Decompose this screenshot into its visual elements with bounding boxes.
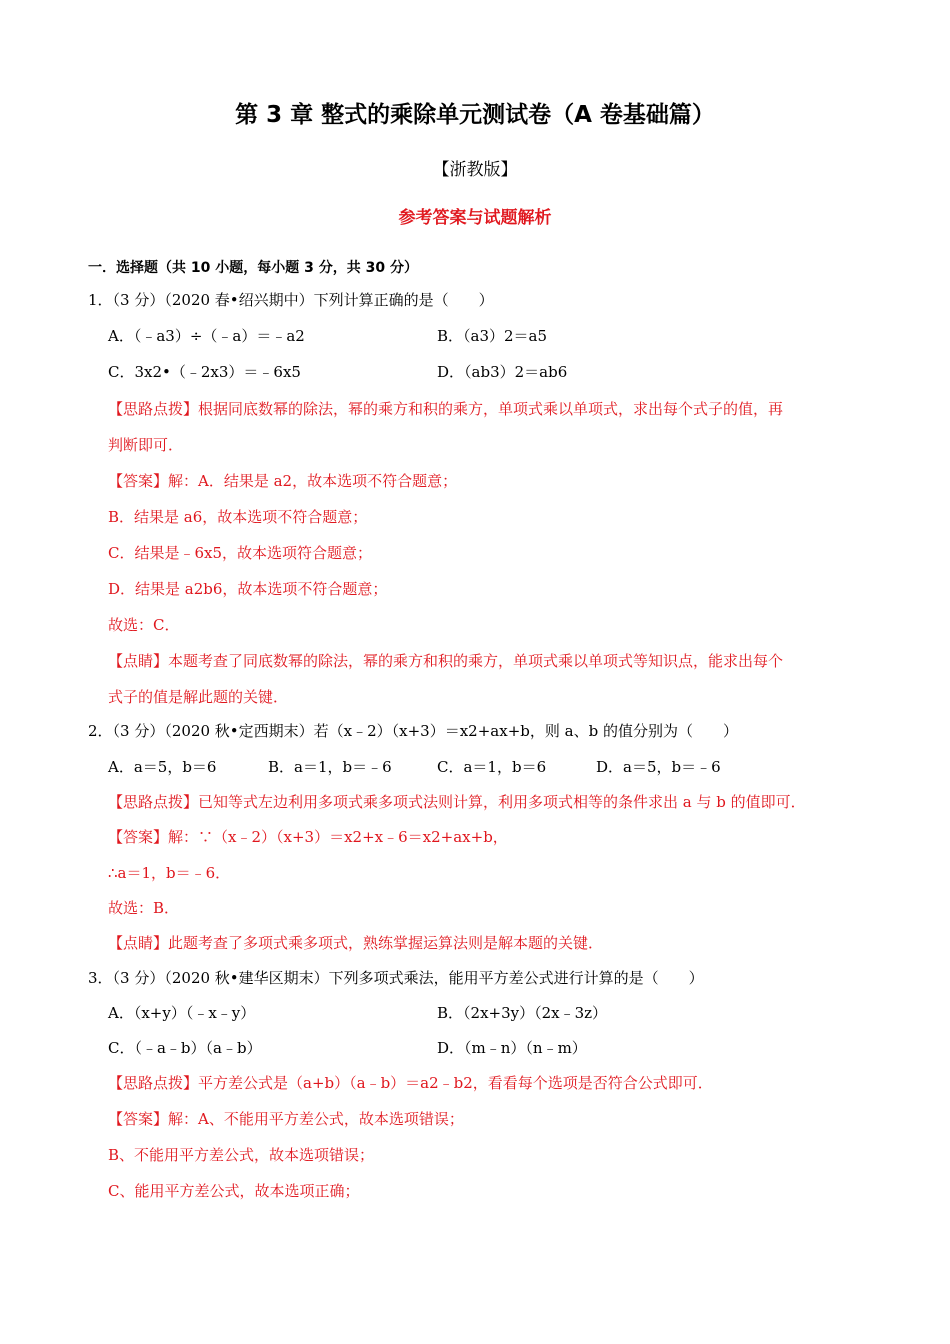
question-number: 2． — [88, 722, 113, 740]
hint-label: 【思路点拨】 — [108, 793, 199, 811]
hint-label: 【思路点拨】 — [108, 1074, 199, 1092]
hint-text: 已知等式左边利用多项式乘多项式法则计算，利用多项式相等的条件求出 a 与 b 的值即可． — [198, 793, 806, 811]
comment-label: 【点睛】 — [108, 652, 169, 670]
question-1-answer — [108, 471, 457, 491]
question-3-hint — [108, 1073, 713, 1093]
question-2-answer — [108, 827, 508, 847]
comment-text: 此题考查了多项式乘多项式，熟练掌握运算法则是解本题的关键． — [168, 934, 604, 952]
question-2-answer-continued: ∴a＝1，b＝﹣6． — [108, 864, 231, 882]
answer-text: 解：A、不能用平方差公式，故本选项错误； — [168, 1110, 464, 1128]
section-heading: 一．选择题（共 10 小题，每小题 3 分，共 30 分） — [88, 260, 418, 276]
question-1-comment — [108, 651, 783, 671]
answer-label: 【答案】 — [108, 472, 169, 490]
comment-label: 【点睛】 — [108, 934, 169, 952]
answer-label: 【答案】 — [108, 1110, 169, 1128]
question-3-answer-b: B、不能用平方差公式，故本选项错误； — [108, 1146, 375, 1164]
question-3-option-b: B．（2x+3y）（2x﹣3z） — [437, 1004, 608, 1022]
answer-text: 解：∵（x﹣2）（x+3）＝x2+x﹣6＝x2+ax+b， — [168, 828, 508, 846]
question-1-answer-b: B．结果是 a6，故本选项不符合题意； — [108, 508, 368, 526]
question-1-stem — [88, 290, 494, 310]
question-1-hint — [108, 399, 783, 419]
question-2-choice: 故选：B． — [108, 899, 180, 917]
question-number: 3． — [88, 969, 113, 987]
hint-text: 根据同底数幂的除法，幂的乘方和积的乘方，单项式乘以单项式，求出每个式子的值，再 — [198, 400, 784, 418]
question-2-option-d: D．a＝5，b＝﹣6 — [596, 758, 721, 776]
answer-label: 【答案】 — [108, 828, 169, 846]
question-1-answer-d: D．结果是 a2b6，故本选项不符合题意； — [108, 580, 388, 598]
question-2-option-c: C．a＝1，b＝6 — [437, 758, 547, 776]
question-3-option-a: A．（x+y）（﹣x﹣y） — [108, 1004, 256, 1022]
question-3-stem — [88, 968, 704, 988]
edition-label: 【浙教版】 — [432, 160, 518, 180]
question-1-hint-continued: 判断即可． — [108, 436, 184, 454]
question-3-option-d: D．（m﹣n）（n﹣m） — [437, 1039, 587, 1057]
question-3-option-c: C．（﹣a﹣b）（a﹣b） — [108, 1039, 262, 1057]
question-1-comment-continued: 式子的值是解此题的关键． — [108, 688, 289, 706]
question-3-answer — [108, 1109, 464, 1129]
question-1-answer-c: C．结果是﹣6x5，故本选项符合题意； — [108, 544, 373, 562]
question-number: 1． — [88, 291, 113, 309]
question-2-stem — [88, 721, 738, 741]
question-text: （3 分）（2020 春•绍兴期中）下列计算正确的是（ ） — [112, 291, 494, 309]
hint-label: 【思路点拨】 — [108, 400, 199, 418]
question-1-option-d: D．（ab3）2＝ab6 — [437, 363, 568, 381]
question-text: （3 分）（2020 秋•建华区期末）下列多项式乘法，能用平方差公式进行计算的是（ ） — [112, 969, 704, 987]
question-2-comment — [108, 933, 603, 953]
question-text: （3 分）（2020 秋•定西期末）若（x﹣2）（x+3）＝x2+ax+b，则 a、b 的值分别为（ ） — [112, 722, 738, 740]
question-2-option-b: B．a＝1，b＝﹣6 — [268, 758, 392, 776]
question-1-choice: 故选：C． — [108, 616, 180, 634]
question-2-hint — [108, 792, 806, 812]
question-1-option-b: B．（a3）2＝a5 — [437, 327, 548, 345]
answer-text: 解：A．结果是 a2，故本选项不符合题意； — [168, 472, 458, 490]
question-1-option-c: C．3x2•（﹣2x3）＝﹣6x5 — [108, 363, 301, 381]
comment-text: 本题考查了同底数幂的除法，幂的乘方和积的乘方，单项式乘以单项式等知识点，能求出每个 — [168, 652, 784, 670]
question-2-option-a: A．a＝5，b＝6 — [108, 758, 217, 776]
page-title: 第 3 章 整式的乘除单元测试卷（A 卷基础篇） — [235, 102, 715, 128]
question-3-answer-c: C、能用平方差公式，故本选项正确； — [108, 1182, 360, 1200]
hint-text: 平方差公式是（a+b）（a﹣b）＝a2﹣b2，看看每个选项是否符合公式即可． — [198, 1074, 713, 1092]
question-1-option-a: A．（﹣a3）÷（﹣a）＝﹣a2 — [108, 327, 305, 345]
answer-heading: 参考答案与试题解析 — [398, 208, 552, 228]
